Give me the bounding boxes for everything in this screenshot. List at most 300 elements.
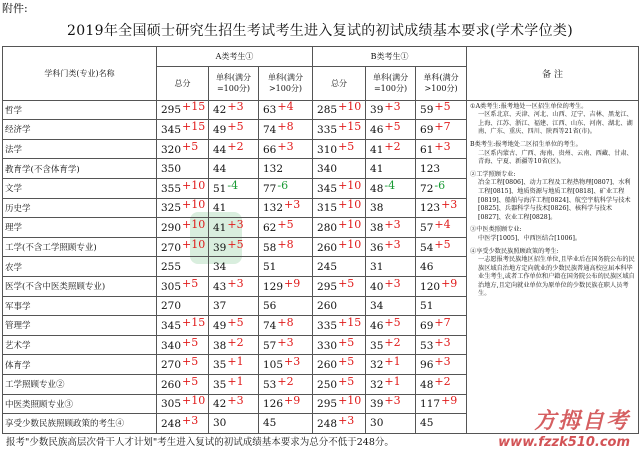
score-change-annotation: +3 [277, 335, 294, 349]
zone-b-score-cell [366, 414, 416, 434]
note-heading: ②工学照顾专业: [470, 170, 516, 178]
zone-a-score-cell [209, 218, 259, 238]
score-change-annotation: +8 [277, 237, 294, 251]
score-value: 280 [317, 221, 338, 234]
score-change-annotation: +15 [182, 315, 206, 329]
subject-name: 军事学 [3, 296, 157, 316]
score-change-annotation: +5 [227, 119, 244, 133]
score-value: 58 [263, 241, 277, 254]
score-change-annotation: +5 [182, 335, 199, 349]
score-change-annotation: +3 [434, 335, 451, 349]
score-change-annotation: +3 [384, 276, 401, 290]
zone-b-score-cell [416, 276, 467, 296]
zone-b-score-cell [416, 335, 467, 355]
zone-a-score-cell [259, 218, 313, 238]
zone-b-score-cell [313, 120, 366, 140]
zone-b-score-cell [313, 355, 366, 375]
score-value: 325 [161, 202, 182, 215]
score-change-annotation: +10 [182, 394, 206, 408]
zone-a-score-cell [259, 394, 313, 414]
zone-a-score-cell [209, 374, 259, 394]
score-change-annotation: +3 [384, 217, 401, 231]
score-change-annotation: +5 [338, 374, 355, 388]
score-value: 260 [161, 378, 182, 391]
table-row [3, 100, 639, 120]
score-value: 42 [213, 104, 227, 117]
zone-b-score-cell [313, 257, 366, 277]
score-value: 248 [317, 417, 338, 430]
zone-b-score-cell [366, 178, 416, 198]
score-change-annotation: +3 [441, 198, 458, 212]
score-change-annotation: +10 [182, 237, 206, 251]
score-value: 37 [213, 299, 227, 312]
score-value: 48 [370, 182, 384, 195]
zone-a-score-cell [209, 257, 259, 277]
score-change-annotation: -6 [277, 178, 289, 192]
score-value: 34 [213, 260, 227, 273]
score-value: 335 [317, 123, 338, 136]
score-value: 310 [317, 143, 338, 156]
score-change-annotation: +3 [384, 100, 401, 114]
score-change-annotation: +5 [338, 355, 355, 369]
note-item [470, 103, 635, 137]
zone-a-score-cell [209, 414, 259, 434]
zone-a-singleover100-header: 单科(满分>100分) [259, 66, 313, 100]
page-title: 2019年全国硕士研究生招生考试考生进入复试的初试成绩基本要求(学术学位类) [67, 23, 573, 39]
score-value: 57 [263, 339, 277, 352]
score-value: 260 [317, 359, 338, 372]
zone-b-score-cell [416, 296, 467, 316]
zone-b-score-cell [416, 139, 467, 159]
zone-b-score-cell [313, 394, 366, 414]
zone-b-score-cell [366, 374, 416, 394]
zone-a-score-cell [209, 355, 259, 375]
zone-b-score-cell [366, 100, 416, 120]
zone-b-score-cell [366, 355, 416, 375]
zone-a-score-cell [209, 178, 259, 198]
score-value: 43 [213, 280, 227, 293]
score-value: 74 [263, 123, 277, 136]
score-change-annotation: +10 [338, 237, 362, 251]
zone-a-score-cell [259, 296, 313, 316]
score-change-annotation: +9 [284, 394, 301, 408]
zone-b-score-cell [416, 178, 467, 198]
score-change-annotation: +10 [338, 100, 362, 114]
zone-a-score-cell [209, 139, 259, 159]
zone-b-score-cell [366, 276, 416, 296]
note-body: 二区系内蒙古、广西、海南、贵州、云南、西藏、甘肃、青海、宁夏、新疆等10省(区)。 [478, 149, 633, 166]
score-value: 38 [213, 339, 227, 352]
score-value: 260 [317, 241, 338, 254]
score-value: 30 [213, 417, 227, 430]
score-value: 32 [370, 378, 384, 391]
zone-b-score-cell [416, 414, 467, 434]
zone-a-score-cell [259, 159, 313, 179]
score-value: 245 [317, 260, 338, 273]
score-change-annotation: +15 [338, 119, 362, 133]
score-value: 45 [263, 417, 277, 430]
zone-b-score-cell [366, 335, 416, 355]
score-value: 340 [161, 339, 182, 352]
note-item [470, 171, 635, 223]
zone-b-header: B类考生① [313, 47, 467, 67]
score-value: 305 [161, 398, 182, 411]
zone-b-score-cell [366, 218, 416, 238]
zone-b-total-header: 总分 [313, 66, 366, 100]
score-change-annotation: +5 [182, 276, 199, 290]
score-change-annotation: +8 [277, 315, 294, 329]
watermark-name: 方拇自考 [533, 409, 630, 434]
subject-name: 工学照顾专业② [3, 374, 157, 394]
zone-b-score-cell [313, 296, 366, 316]
score-change-annotation: -6 [434, 178, 446, 192]
note-body: 中医学[1005]、中西医结合[1006]。 [478, 234, 582, 242]
score-value: 123 [420, 202, 441, 215]
watermark-url: www.fzzk510.com [498, 435, 630, 450]
zone-b-score-cell [416, 120, 467, 140]
score-value: 270 [161, 299, 182, 312]
zone-a-score-cell [157, 178, 209, 198]
zone-a-score-cell [259, 178, 313, 198]
subject-name: 中医类照顾专业③ [3, 394, 157, 414]
zone-a-score-cell [209, 237, 259, 257]
score-value: 42 [213, 398, 227, 411]
subject-name: 法学 [3, 139, 157, 159]
zone-a-single100-header: 单科(满分=100分) [209, 66, 259, 100]
score-change-annotation: -4 [227, 178, 239, 192]
score-value: 35 [370, 339, 384, 352]
score-value: 66 [263, 143, 277, 156]
zone-a-score-cell [259, 257, 313, 277]
score-value: 57 [420, 221, 434, 234]
score-change-annotation: +9 [284, 276, 301, 290]
zone-b-score-cell [313, 237, 366, 257]
score-change-annotation: +1 [227, 355, 244, 369]
zone-b-score-cell [366, 120, 416, 140]
score-value: 41 [213, 201, 227, 214]
score-value: 39 [370, 104, 384, 117]
score-value: 40 [370, 280, 384, 293]
score-value: 105 [263, 359, 284, 372]
score-change-annotation: +5 [384, 119, 401, 133]
score-value: 96 [420, 359, 434, 372]
note-heading: ④享受少数民族照顾政策的考生: [470, 247, 559, 255]
zone-a-score-cell [157, 414, 209, 434]
score-requirements-table [2, 46, 639, 434]
zone-b-score-cell [313, 100, 366, 120]
score-value: 335 [317, 319, 338, 332]
score-change-annotation: +1 [384, 355, 401, 369]
zone-b-score-cell [313, 335, 366, 355]
score-value: 46 [370, 319, 384, 332]
zone-a-score-cell [209, 394, 259, 414]
zone-a-total-header: 总分 [157, 66, 209, 100]
note-item [470, 248, 635, 300]
score-change-annotation: +4 [277, 100, 294, 114]
score-value: 345 [161, 319, 182, 332]
score-change-annotation: +3 [277, 139, 294, 153]
zone-b-score-cell [313, 139, 366, 159]
subject-name: 哲学 [3, 100, 157, 120]
score-value: 74 [263, 319, 277, 332]
score-value: 260 [317, 299, 338, 312]
zone-a-score-cell [209, 120, 259, 140]
score-value: 295 [317, 398, 338, 411]
score-value: 77 [263, 182, 277, 195]
score-value: 295 [161, 104, 182, 117]
score-change-annotation: +15 [338, 315, 362, 329]
zone-b-score-cell [366, 139, 416, 159]
score-change-annotation: +10 [338, 198, 362, 212]
score-value: 290 [161, 221, 182, 234]
score-change-annotation: +5 [227, 315, 244, 329]
zone-b-score-cell [366, 237, 416, 257]
score-value: 35 [213, 359, 227, 372]
zone-b-score-cell [313, 414, 366, 434]
score-value: 46 [370, 123, 384, 136]
score-value: 39 [370, 398, 384, 411]
score-value: 330 [317, 339, 338, 352]
score-change-annotation: +3 [434, 355, 451, 369]
score-value: 56 [263, 299, 277, 312]
subject-name: 文学 [3, 178, 157, 198]
zone-b-score-cell [313, 374, 366, 394]
score-change-annotation: +9 [441, 276, 458, 290]
zone-a-score-cell [259, 100, 313, 120]
score-change-annotation: +5 [434, 100, 451, 114]
zone-a-score-cell [259, 355, 313, 375]
score-value: 48 [420, 378, 434, 391]
score-value: 39 [213, 241, 227, 254]
score-value: 41 [370, 162, 384, 175]
score-change-annotation: +5 [277, 217, 294, 231]
score-value: 30 [370, 417, 384, 430]
zone-a-score-cell [157, 198, 209, 218]
score-change-annotation: +5 [384, 315, 401, 329]
score-value: 61 [420, 143, 434, 156]
score-change-annotation: +10 [182, 178, 206, 192]
zone-b-score-cell [366, 159, 416, 179]
score-change-annotation: +5 [434, 237, 451, 251]
score-value: 345 [317, 182, 338, 195]
score-value: 38 [370, 221, 384, 234]
score-value: 250 [317, 378, 338, 391]
subject-name: 历史学 [3, 198, 157, 218]
zone-a-score-cell [209, 335, 259, 355]
score-value: 51 [263, 260, 277, 273]
score-change-annotation: +3 [227, 276, 244, 290]
score-change-annotation: +3 [227, 100, 244, 114]
zone-b-score-cell [416, 355, 467, 375]
zone-a-score-cell [259, 374, 313, 394]
score-value: 117 [420, 398, 441, 411]
zone-b-score-cell [313, 218, 366, 238]
note-body: 一区系北京、天津、河北、山西、辽宁、吉林、黑龙江、上海、江苏、浙江、福建、江西、山东、河南、湖北、湖南、广东、重庆、四川、陕西等21省(市)。 [478, 111, 633, 136]
score-change-annotation: +15 [182, 100, 206, 114]
subject-name: 经济学 [3, 120, 157, 140]
zone-a-score-cell [209, 198, 259, 218]
score-value: 132 [263, 202, 284, 215]
note-item [470, 226, 635, 243]
score-value: 38 [370, 201, 384, 214]
score-value: 72 [420, 182, 434, 195]
score-value: 340 [317, 162, 338, 175]
zone-a-score-cell [259, 316, 313, 336]
zone-b-score-cell [416, 394, 467, 414]
zone-a-score-cell [157, 159, 209, 179]
score-change-annotation: +2 [227, 335, 244, 349]
score-change-annotation: +3 [384, 394, 401, 408]
score-value: 295 [317, 280, 338, 293]
zone-b-score-cell [416, 100, 467, 120]
score-change-annotation: +3 [182, 413, 199, 427]
score-change-annotation: +5 [338, 335, 355, 349]
score-value: 255 [161, 260, 182, 273]
score-change-annotation: +10 [338, 394, 362, 408]
zone-a-score-cell [157, 316, 209, 336]
zone-a-score-cell [157, 100, 209, 120]
score-change-annotation: +5 [227, 237, 244, 251]
score-value: 41 [370, 143, 384, 156]
score-value: 63 [263, 104, 277, 117]
score-value: 54 [420, 241, 434, 254]
zone-a-header: A类考生① [157, 47, 313, 67]
score-value: 51 [213, 182, 227, 195]
zone-a-score-cell [157, 237, 209, 257]
zone-a-score-cell [157, 335, 209, 355]
zone-b-score-cell [416, 316, 467, 336]
zone-b-score-cell [416, 198, 467, 218]
subject-name: 体育学 [3, 355, 157, 375]
score-change-annotation: +1 [384, 374, 401, 388]
score-change-annotation: +2 [227, 139, 244, 153]
score-change-annotation: +3 [227, 217, 244, 231]
score-change-annotation: +2 [384, 139, 401, 153]
score-change-annotation: +9 [441, 394, 458, 408]
note-heading: ①A类考生:报考地处一区招生单位的考生。 [470, 102, 588, 110]
score-change-annotation: +3 [338, 413, 355, 427]
score-value: 270 [161, 359, 182, 372]
zone-a-score-cell [209, 159, 259, 179]
zone-a-score-cell [157, 374, 209, 394]
zone-b-score-cell [313, 159, 366, 179]
score-change-annotation: +10 [338, 178, 362, 192]
score-value: 285 [317, 104, 338, 117]
score-value: 69 [420, 123, 434, 136]
score-value: 248 [161, 417, 182, 430]
notes-cell [467, 100, 639, 433]
subject-name: 医学(不含中医类照顾专业) [3, 276, 157, 296]
zone-b-score-cell [313, 198, 366, 218]
zone-a-score-cell [157, 257, 209, 277]
note-body: 一志愿报考民族地区招生单位,且毕业后在国务院公布的民族区域自治地方定向就业的少数民族普通高校应届本科毕业生考生,或者工作单位和户籍在国务院公布的民族区域自治地方,且定向就业单位为原单位的少数民族在职人员考生。 [478, 256, 635, 298]
score-value: 32 [370, 359, 384, 372]
score-change-annotation: +3 [284, 198, 301, 212]
zone-b-score-cell [416, 159, 467, 179]
subject-name: 管理学 [3, 316, 157, 336]
zone-a-score-cell [157, 139, 209, 159]
score-value: 53 [263, 378, 277, 391]
subject-name: 教育学(不含体育学) [3, 159, 157, 179]
score-value: 129 [263, 280, 284, 293]
score-change-annotation: +2 [277, 374, 294, 388]
score-value: 315 [317, 202, 338, 215]
score-change-annotation: +8 [277, 119, 294, 133]
zone-a-score-cell [259, 335, 313, 355]
score-change-annotation: +10 [182, 198, 206, 212]
score-change-annotation: +1 [227, 374, 244, 388]
zone-b-single100-header: 单科(满分=100分) [366, 66, 416, 100]
score-change-annotation: +7 [434, 119, 451, 133]
score-value: 350 [161, 162, 182, 175]
zone-a-score-cell [209, 316, 259, 336]
score-value: 345 [161, 123, 182, 136]
score-change-annotation: +3 [384, 237, 401, 251]
zone-b-score-cell [366, 316, 416, 336]
score-change-annotation: +2 [384, 335, 401, 349]
zone-a-score-cell [209, 296, 259, 316]
score-change-annotation: +10 [338, 217, 362, 231]
score-change-annotation: +3 [434, 139, 451, 153]
zone-a-score-cell [259, 237, 313, 257]
score-value: 320 [161, 143, 182, 156]
zone-b-score-cell [416, 218, 467, 238]
score-change-annotation: +7 [434, 315, 451, 329]
score-value: 51 [420, 299, 434, 312]
zone-b-score-cell [366, 296, 416, 316]
score-value: 31 [370, 260, 384, 273]
score-value: 45 [420, 417, 434, 430]
score-change-annotation: +3 [284, 355, 301, 369]
score-value: 49 [213, 123, 227, 136]
subject-header: 学科门类(专业)名称 [3, 47, 157, 101]
score-value: 59 [420, 104, 434, 117]
zone-b-score-cell [313, 316, 366, 336]
zone-b-score-cell [416, 257, 467, 277]
zone-a-score-cell [157, 218, 209, 238]
score-value: 53 [420, 339, 434, 352]
score-value: 305 [161, 280, 182, 293]
subject-name: 理学 [3, 218, 157, 238]
zone-b-singleover100-header: 单科(满分>100分) [416, 66, 467, 100]
zone-b-score-cell [313, 178, 366, 198]
score-change-annotation: +15 [182, 119, 206, 133]
zone-b-score-cell [313, 276, 366, 296]
zone-a-score-cell [209, 276, 259, 296]
zone-a-score-cell [157, 355, 209, 375]
score-change-annotation: -4 [384, 178, 396, 192]
zone-a-score-cell [157, 276, 209, 296]
notes-header: 备 注 [467, 47, 639, 101]
zone-a-score-cell [259, 276, 313, 296]
note-body: 冶金工程[0806]、动力工程及工程热物理[0807]、水利工程[0815]、地质资源与地质工程[0818]、矿业工程[0819]、船舶与海洋工程[0824]、航空宇航科学与技术[0825]、兵器科学与技术[0826]、核科学与技术[0827]、农业工程[0828]。 [478, 179, 631, 221]
score-value: 123 [420, 162, 441, 175]
score-value: 355 [161, 182, 182, 195]
zone-a-score-cell [259, 198, 313, 218]
score-value: 36 [370, 241, 384, 254]
score-change-annotation: +10 [182, 217, 206, 231]
zone-a-score-cell [157, 296, 209, 316]
subject-name: 农学 [3, 257, 157, 277]
score-change-annotation: +5 [182, 374, 199, 388]
score-value: 62 [263, 221, 277, 234]
site-watermark [498, 404, 630, 450]
zone-b-score-cell [366, 198, 416, 218]
subject-name: 享受少数民族照顾政策的考生④ [3, 414, 157, 434]
score-value: 34 [370, 299, 384, 312]
score-value: 132 [263, 162, 284, 175]
zone-b-score-cell [416, 237, 467, 257]
